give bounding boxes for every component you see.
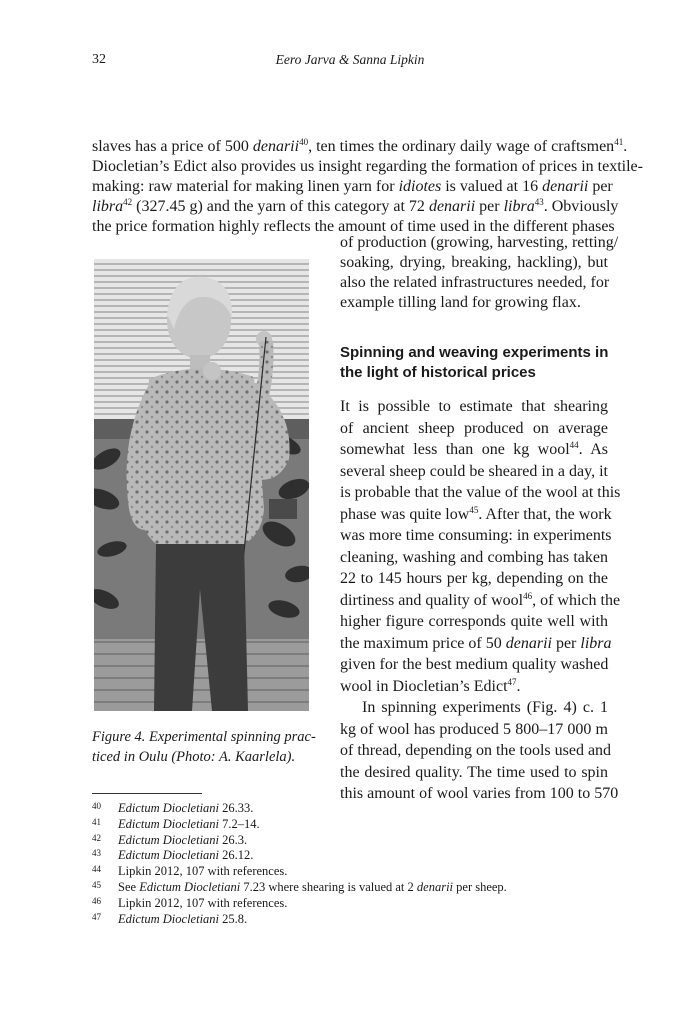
footnote-number: 42 [92,832,101,843]
italic-term: Edictum Diocletiani [118,816,220,831]
figure-caption-line: ticed in Oulu (Photo: A. Kaarlela). [92,749,296,765]
text-line [340,634,612,654]
footnote-number: 41 [92,816,101,827]
footnote-ref: 43 [534,197,544,207]
text-line [92,177,613,197]
text-run: Lipkin 2012, 107 with references. [118,864,288,879]
text-line [340,504,612,525]
text-run: per sheep. [453,880,507,894]
footnote-separator [92,793,202,794]
italic-term: Edictum Diocletiani [118,801,220,815]
text-line [340,677,608,697]
footnote-ref: 45 [469,504,479,515]
italic-term: denarii [428,198,476,215]
text-run: . Obviously [543,198,619,215]
footnote-number: 43 [92,848,101,859]
text-run: . [623,138,628,155]
text-line: It is possible to estimate that shearing [340,398,608,415]
text-line: example tilling land for growing flax. [340,294,581,311]
text-run: . As [578,441,608,458]
text-line: of production (growing, harvesting, retting/ [340,234,619,251]
text-line [340,590,621,611]
text-line: higher figure corresponds quite well with [340,613,608,630]
page-number: 32 [92,52,106,67]
text-line: 22 to 145 hours per kg, depending on the [340,570,608,587]
text-run: somewhat less than one kg wool [340,441,570,458]
italic-term: libra [92,198,124,215]
footnote-ref: 44 [569,440,579,450]
footnote-ref: 47 [507,676,517,687]
text-run: , of which the [532,591,621,609]
text-line: kg of wool has produced 5 800–17 000 m [340,720,608,738]
text-run: 7.2–14. [219,816,260,831]
text-run: See [118,880,140,894]
text-line: cleaning, washing and combing has taken [340,548,608,566]
text-line: soaking, drying, breaking, hackling), but [340,254,608,271]
text-line [92,197,619,217]
text-line: given for the best medium quality washed [340,656,609,673]
text-run: slaves has a price of 500 [92,138,253,155]
text-run: is valued at 16 [441,178,543,195]
footnote [92,910,608,928]
text-run: . After that, the work [478,505,612,523]
running-head [92,52,608,74]
italic-term: libra [503,198,535,215]
text-run: Lipkin 2012, 107 with references. [118,895,288,910]
section-heading [340,343,608,383]
text-run: 26.12. [219,848,254,863]
text-run: . [516,677,521,695]
text-run: 25.8. [219,911,248,926]
text-line: of ancient sheep produced on average [340,419,608,437]
text-run: making: raw material for making linen yarn for [92,178,399,195]
text-line: this amount of wool varies from 100 to 570 [340,785,619,802]
italic-term: denarii [505,634,552,652]
text-run: per [551,634,581,652]
text-run: (327.45 g) and the yarn of this category at 72 [132,198,429,215]
text-run: 26.3. [219,832,248,847]
text-run: wool in Diocletian’s Edict [340,677,508,695]
italic-term: Edictum Diocletiani [118,832,220,847]
footnote-number: 40 [92,801,101,811]
text-line: In spinning experiments (Fig. 4) c. 1 [362,699,608,716]
text-line: also the related infrastructures needed, for [340,274,610,291]
text-run: phase was quite low [340,505,470,523]
figure-caption-line: Figure 4. Experimental spinning prac- [92,729,316,745]
text-line: of thread, depending on the tools used and [340,742,612,759]
footnote-ref: 41 [614,137,624,147]
footnote-number: 47 [92,911,101,922]
footnote-ref: 42 [123,197,133,207]
footnote-number: 46 [92,895,101,906]
text-run: , ten times the ordinary daily wage of craftsmen [308,138,615,155]
text-line [340,483,621,503]
text-run: dirtiness and quality of wool [340,591,524,609]
section-heading-line: Spinning and weaving experiments in [340,344,609,361]
text-line: the price formation highly reflects the amount of time used in the different phases [92,218,615,235]
footnote-number: 44 [92,864,101,875]
italic-term: idiotes [398,178,442,195]
footnote-ref: 46 [523,590,533,601]
text-line [92,137,628,157]
text-line: the desired quality. The time used to spin [340,763,608,781]
figure-caption [92,727,322,767]
section-heading-line: the light of historical prices [340,364,536,381]
text-line: was more time consuming: in experiments [340,527,612,544]
footnote-ref: 40 [299,137,309,147]
footnote-number: 45 [92,880,101,890]
text-run: 7.23 where shearing is valued at 2 [240,880,417,894]
text-run: is probable that the value of the wool at this [340,484,621,501]
text-line: Diocletian’s Edict also provides us insight regarding the formation of prices in textile- [92,158,643,175]
italic-term: Edictum Diocletiani [118,911,220,926]
text-run: per [588,178,613,195]
text-line: several sheep could be sheared in a day, it [340,462,608,480]
text-run: the maximum price of 50 [340,634,506,652]
italic-term: denarii [252,138,300,155]
figure-photo-spinning [94,259,309,711]
italic-term: denarii [542,178,589,195]
spinning-photo-illustration [94,259,309,711]
italic-term: Edictum Diocletiani [118,848,220,863]
italic-term: libra [580,634,612,652]
text-run: 26.33. [219,801,254,815]
running-title: Eero Jarva & Sanna Lipkin [275,52,425,67]
text-line [340,440,608,460]
italic-term: denarii [416,880,454,894]
italic-term: Edictum Diocletiani [139,880,241,894]
text-run: per [475,198,504,215]
